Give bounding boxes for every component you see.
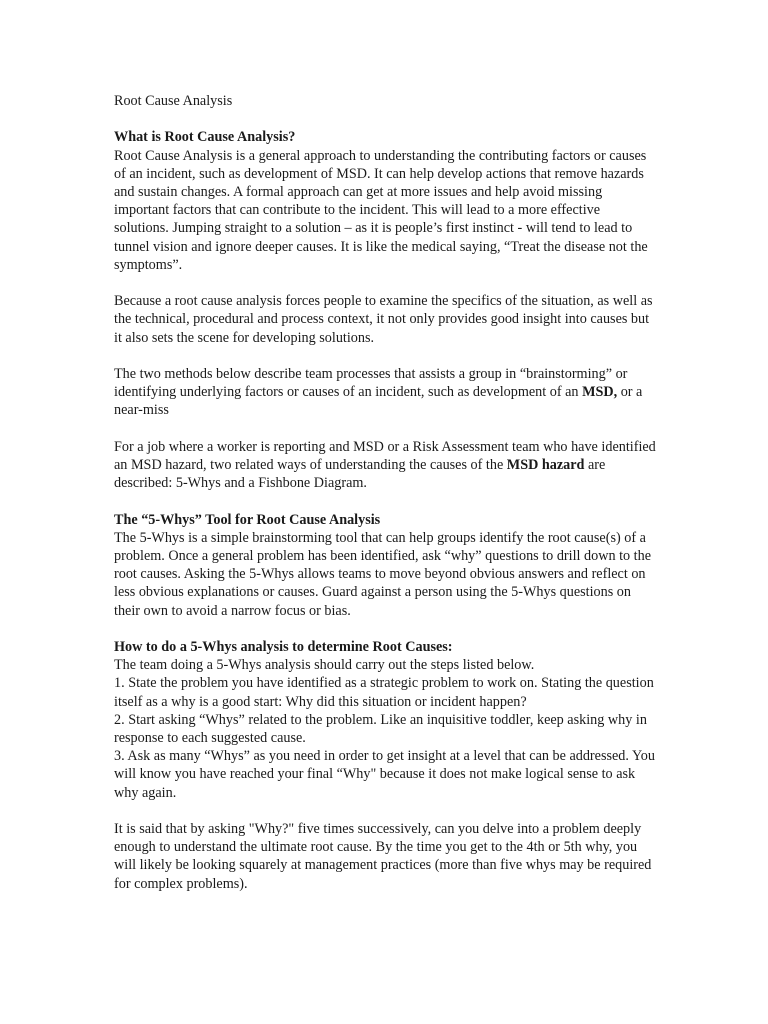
paragraph-closing: It is said that by asking "Why?" five times successively, can you delve into a problem deeply enough to understand the ultimate root cause. By the time you get to the 4th or 5th why, you will likely be looking squarely at management practices (more than five whys may be required for complex problems).: [114, 821, 652, 892]
section-heading-5-whys-tool: The “5-Whys” Tool for Root Cause Analysis: [114, 511, 381, 528]
list-item-step-1: 1. State the problem you have identified as a strategic problem to work on. Stating the question itself as a why is a good start: Why did this situation or incident happen?: [114, 675, 654, 710]
paragraph-rca-definition: Root Cause Analysis is a general approach to understanding the contributing factors or causes of an incident, such as development of MSD. It can help develop actions that remove hazards and sustain changes. A formal approach can get at more issues and help avoid missing important factors that can contribute to the incident. This will lead to a more effective solutions. Jumping straight to a solution – as it is people’s first instinct - will tend to lead to tunnel vision and ignore deeper causes. It is like the medical saying, “Treat the disease not the symptoms”.: [114, 147, 648, 273]
spacer: [114, 492, 656, 510]
spacer: [114, 802, 656, 820]
msd-bold-term: MSD,: [582, 384, 618, 401]
section-heading-what-is-rca: What is Root Cause Analysis?: [114, 129, 296, 146]
document-title: Root Cause Analysis: [114, 93, 233, 109]
list-item-step-2: 2. Start asking “Whys” related to the problem. Like an inquisitive toddler, keep asking why in response to each suggested cause.: [114, 711, 647, 747]
paragraph-two-methods: [114, 365, 656, 420]
job-reporting-text-b: are described: 5-Whys and a Fishbone Diagram.: [114, 457, 606, 492]
paragraph-rca-context: Because a root cause analysis forces people to examine the specifics of the situation, as well as the technical, procedural and process context, it not only provides good insight into causes but it also sets the scene for developing solutions.: [114, 293, 653, 346]
job-reporting-text-a: For a job where a worker is reporting and MSD or a Risk Assessment team who have identified an MSD hazard, two related ways of understanding the causes of the: [114, 438, 656, 473]
paragraph-5-whys-description: The 5-Whys is a simple brainstorming tool that can help groups identify the root cause(s) of a problem. Once a general problem has been identified, ask “why” questions to drill down to the root causes. Asking the 5-Whys allows teams to move beyond obvious answers and reflect on less obvious explanations or causes. Guard against a person using the 5-Whys questions on their own to avoid a narrow focus or bias.: [114, 529, 652, 619]
paragraph-job-reporting: [114, 438, 656, 493]
spacer: [114, 274, 656, 292]
section-heading-how-to-5-whys: How to do a 5-Whys analysis to determine Root Causes:: [114, 639, 453, 655]
msd-hazard-bold-term: MSD hazard: [506, 457, 585, 473]
spacer: [114, 620, 656, 638]
spacer: [114, 347, 656, 365]
document-page: [114, 92, 656, 893]
list-item-step-3: 3. Ask as many “Whys” as you need in order to get insight at a level that can be addressed. You will know you have reached your final “Why" because it does not make logical sense to ask why again.: [114, 748, 655, 801]
spacer: [114, 420, 656, 438]
two-methods-text-a: The two methods below describe team processes that assists a group in “brainstorming” or identifying underlying factors or causes of an incident, such as development of an: [114, 366, 628, 401]
paragraph-steps-intro: The team doing a 5-Whys analysis should carry out the steps listed below.: [114, 657, 535, 674]
spacer: [114, 110, 656, 128]
two-methods-text-b: or a near-miss: [114, 384, 643, 419]
